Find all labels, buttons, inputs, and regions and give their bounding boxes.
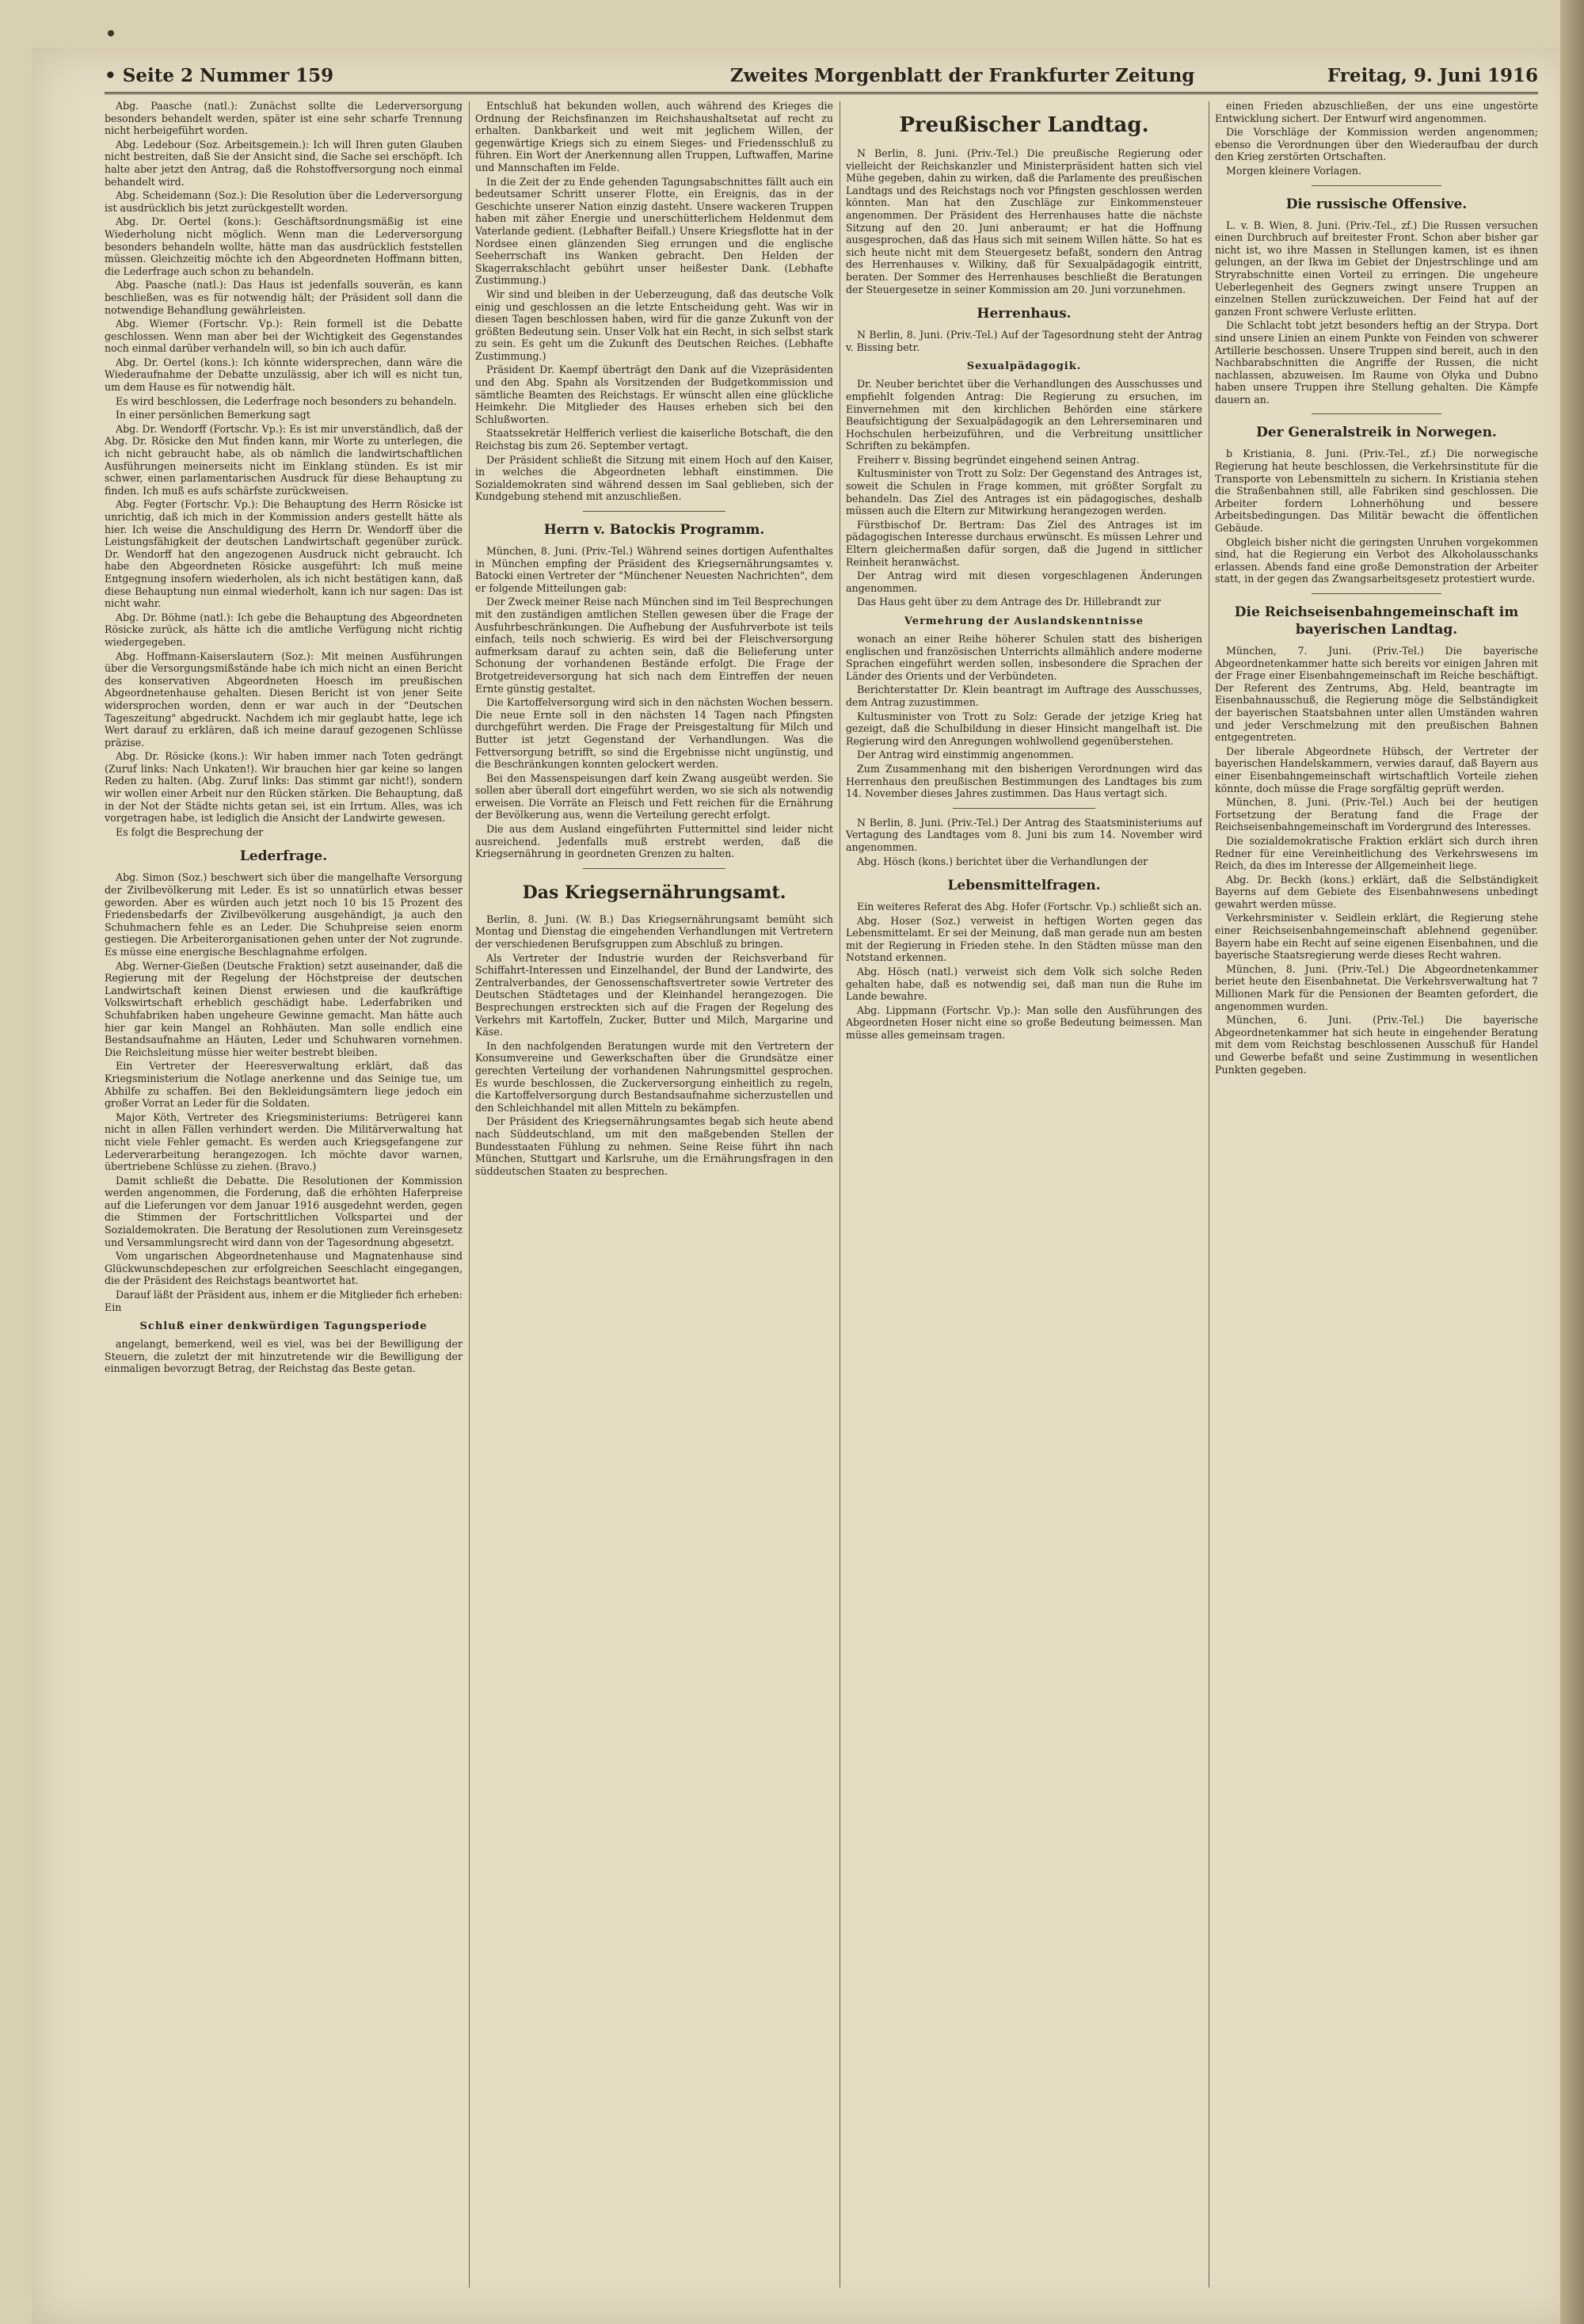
paragraph: Kultusminister von Trott zu Solz: Gerade der jetzige Krieg hat gezeigt, daß die Schulbildung in dieser Hinsicht mangelhaft ist. Die Regierung wird den Anregungen wohlwollend gegenüberstehen.: [846, 710, 1202, 747]
paragraph: Abg. Wiemer (Fortschr. Vp.): Rein formell ist die Debatte geschlossen. Wenn man aber bei der Wichtigkeit des Gegenstandes noch einmal darüber verhandeln will, so bin ich auch dafür.: [105, 318, 463, 355]
paragraph: In den nachfolgenden Beratungen wurde mit den Vertretern der Konsumvereine und Gewerkschaften über die Grundsätze einer gerechten Verteilung der vorhandenen Nahrungsmittel gesprochen. Es wurde beschlossen, die Zuckerversorgung einheitlich zu regeln, die Kartoffelversorgung durch Bestandsaufnahme sicherzustellen und den Schleichhandel mit allen Mitteln zu bekämpfen.: [475, 1039, 833, 1114]
paragraph: angelangt, bemerkend, weil es viel, was bei der Bewilligung der Steuern, die zuletzt der mit hinzutretende wir die Bewilligung der einmaligen bevorzugt Betrag, der Reichstag das Beste getan.: [105, 1338, 463, 1375]
masthead: [105, 60, 1538, 94]
separator-rule: [1312, 185, 1441, 186]
column-1: [105, 100, 463, 2286]
heading-preussischer-landtag: Preußischer Landtag.: [899, 113, 1149, 137]
pin-hole-mark: [108, 30, 114, 36]
paragraph: Kultusminister von Trott zu Solz: Der Gegenstand des Antrages ist, soweit die Schulen in Frage kommen, mit größter Sorgfalt zu behandeln. Das Ziel des Antrages ist ein pädagogisches, deshalb müssen auch die Eltern zur Mitwirkung herangezogen werden.: [846, 467, 1202, 517]
paragraph: Staatssekretär Helfferich verliest die kaiserliche Botschaft, die den Reichstag bis zum 26. September vertagt.: [475, 427, 833, 452]
sexualpaedagogik-text: [846, 378, 1202, 608]
paragraph: Zum Zusammenhang mit den bisherigen Verordnungen wird das Herrenhaus den preußischen Bestimmungen des Landtages bis zum 14. November dieses Jahres zustimmen. Das Haus vertagt sich.: [846, 762, 1202, 800]
paragraph: Die aus dem Ausland eingeführten Futtermittel sind leider nicht ausreichend. Jedenfalls muß erstrebt werden, daß die Kriegsernährung in geordneten Grenzen zu halten.: [475, 823, 833, 860]
paragraph: Abg. Dr. Wendorff (Fortschr. Vp.): Es ist mir unverständlich, daß der Abg. Dr. Rösicke den Mut finden kann, mir Worte zu unterlegen, die ich nicht gebraucht habe, als ob nämlich die landwirtschaftlichen Ausführungen meinerseits nicht im Einklang stünden. Es ist mir schwer, einen parlamentarischen Ausdruck für diese Behauptung zu finden. Ich muß es aufs schärfste zurückweisen.: [105, 422, 463, 497]
paragraph: München, 7. Juni. (Priv.-Tel.) Die bayerische Abgeordnetenkammer hatte sich bereits vor einigen Jahren mit der Frage einer Eisenbahngemeinschaft im Reiche beschäftigt. Der Referent des Zentrums, Abg. Held, beantragte im Eisenbahnausschuß, die Regierung möge die Selbständigkeit der bayerischen Staatsbahnen unter allen Umständen wahren und jeder Verschmelzung mit den preußischen Bahnen entgegentreten.: [1215, 645, 1538, 744]
paragraph: Major Köth, Vertreter des Kriegsministeriums: Betrügerei kann nicht in allen Fällen verhindert werden. Die Militärverwaltung hat nicht viele Fehler gemacht. Es werden auch Kriegsgefangene zur Lederverarbeitung herangezogen. Ich möchte davor warnen, übertriebene Schlüsse zu ziehen. (Bravo.): [105, 1111, 463, 1173]
paragraph: Der Antrag wird einstimmig angenommen.: [857, 749, 1074, 761]
heading-batocki: Herrn v. Batockis Programm.: [543, 522, 765, 538]
closing-text: [105, 1338, 463, 1375]
generalstreik-text: [1215, 448, 1538, 585]
paragraph: Abg. Dr. Oertel (kons.): Geschäftsordnungsmäßig ist eine Wiederholung nicht möglich. Wenn man die Lederversorgung besonders behandeln wollte, hätte man das ausdrücklich feststellen müssen. Gleichzeitig möchte ich den Abgeordneten Hoffmann bitten, die Lederfrage auch schon zu behandeln.: [105, 215, 463, 277]
paragraph: Abg. Dr. Beckh (kons.) erklärt, daß die Selbständigkeit Bayerns auf dem Gebiete des Eisenbahnwesens unbedingt gewahrt werden müsse.: [1215, 873, 1538, 910]
paragraph: Berlin, 8. Juni. (W. B.) Das Kriegsernährungsamt bemüht sich Montag und Dienstag die eingehenden Verhandlungen mit Vertretern der verschiedenen Berufsgruppen zum Abschluß zu bringen.: [475, 912, 833, 951]
issue-date: Freitag, 9. Juni 1916: [1327, 65, 1538, 86]
paragraph: Der Antrag wird mit diesen vorgeschlagenen Änderungen angenommen.: [846, 570, 1202, 594]
paragraph: München, 8. Juni. (Priv.-Tel.) Auch bei der heutigen Fortsetzung der Beratung fand die Frage der Reichseisenbahngemeinschaft im Vordergrund des Interesses.: [1215, 796, 1538, 833]
paragraph: Abg. Paasche (natl.): Das Haus ist jedenfalls souverän, es kann beschließen, was es für notwendig hält; der Präsident soll dann die notwendige Behandlung gewährleisten.: [105, 279, 463, 316]
separator-rule: [583, 868, 726, 869]
paragraph: N Berlin, 8. Juni. (Priv.-Tel.) Auf der Tagesordnung steht der Antrag v. Bissing betr.: [846, 329, 1202, 353]
continued-text: [1215, 100, 1538, 177]
paragraph: Als Vertreter der Industrie wurden der Reichsverband für Schiffahrt-Interessen und Einzelhandel, der Bund der Landwirte, des Zentralverbandes, der Genossenschaftsvertreter sowie Vertreter des Deutschen Städtetages und der Kleinhandel herangezogen. Die Besprechungen erstreckten sich auf die Fragen der Regelung des Verkehrs mit Kartoffeln, Zucker, Butter und Milch, Margarine und Käse.: [475, 951, 833, 1038]
paragraph: wonach an einer Reihe höherer Schulen statt des bisherigen englischen und französischen Unterrichts allmählich andere moderne Sprachen eingeführt werden sollen, insbesondere die Sprachen der Länder des Orients und der Verbündeten.: [846, 633, 1202, 682]
paragraph: Abg. Ledebour (Soz. Arbeitsgemein.): Ich will Ihren guten Glauben nicht bestreiten, daß Sie der Ansicht sind, die Sache sei erschöpft. Ich halte aber jetzt den Antrag, daß die Rohstoffversorgung noch einmal behandelt wird.: [105, 138, 463, 188]
column-3: [846, 100, 1202, 2286]
separator-rule: [583, 511, 726, 512]
paragraph: Die sozialdemokratische Fraktion erklärt sich durch ihren Redner für eine Vereinheitlichung des Verkehrswesens im Reich, da dies im Interesse der Allgemeinheit liege.: [1215, 834, 1538, 872]
paragraph: Berichterstatter Dr. Klein beantragt im Auftrage des Ausschusses, dem Antrag zuzustimmen.: [846, 684, 1202, 708]
paragraph: Verkehrsminister v. Seidlein erklärt, die Regierung stehe einer Reichseisenbahngemeinschaft ablehnend gegenüber. Bayern habe ein Recht auf seine eigenen Eisenbahnen, und die bayerische Staatsregierung werde dieses Recht wahren.: [1215, 912, 1538, 962]
paragraph: Wir sind und bleiben in der Ueberzeugung, daß das deutsche Volk einig und geschlossen an die letzte Entscheidung geht. Was wir in diesen Tagen beschlossen haben, wird für die ganze Zukunft von der größten Bedeutung sein. Unser Volk hat ein Recht, in sich selbst stark zu sein. Es geht um die Zukunft des Deutschen Reiches. (Lebhafte Zustimmung.): [475, 288, 833, 362]
paragraph: N Berlin, 8. Juni. (Priv.-Tel.) Der Antrag des Staatsministeriums auf Vertagung des Landtages vom 8. Juni bis zum 14. November wird angenommen.: [846, 816, 1202, 853]
paragraph: N Berlin, 8. Juni. (Priv.-Tel.) Die preußische Regierung oder vielleicht der Reichskanzler und Ministerpräsident hatten sich viel Mühe gegeben, dahin zu wirken, daß die Parlamente des preußischen Landtags und des Reichstags noch vor Pfingsten geschlossen werden könnten. Man hat den Zuschläge zur Einkommensteuer angenommen. Der Präsident des Herrenhauses hatte die nächste Sitzung auf den 20. Juni anberaumt; er hat die Hoffnung ausgesprochen, daß das Haus sich mit seinem Willen hätte. So hat es sich heute nicht mit dem Steuergesetz befaßt, sondern den Antrag des Herrenhauses v. Wilkiny, daß für Sexualpädagogik eintritt, beraten. Der Sommer des Herrenhauses beschließt die Beratungen der Steuergesetze in seiner Kommission am 20. Juni vorzunehmen.: [846, 147, 1202, 295]
paragraph: München, 6. Juni. (Priv.-Tel.) Die bayerische Abgeordnetenkammer hat sich heute in eingehender Beratung mit dem vom Reichstag beschlossenen Ausschuß für Handel und Gewerbe befaßt und seine Zustimmung in wesentlichen Punkten gegeben.: [1215, 1014, 1538, 1076]
paragraph: Bei den Massenspeisungen darf kein Zwang ausgeübt werden. Sie sollen aber überall dort eingeführt werden, wo sie sich als notwendig erweisen. Die Vorräte an Fleisch und Fett reichen für die Ernährung der Bevölkerung aus, wenn die Verteilung gerecht erfolgt.: [475, 771, 833, 821]
paragraph: Abg. Hoser (Soz.) verweist in heftigen Worten gegen das Lebensmittelamt. Er sei der Meinung, daß man gerade nun am besten mit der Regierung in Frieden stehe. In den Städten müsse man den Notstand erkennen.: [846, 914, 1202, 964]
paragraph: Die Vorschläge der Kommission werden angenommen; ebenso die Verordnungen über den Wiederaufbau der durch den Krieg zerstörten Ortschaften.: [1215, 126, 1538, 163]
paragraph: Abg. Fegter (Fortschr. Vp.): Die Behauptung des Herrn Rösicke ist unrichtig, daß ich mich in der Kommission anders gestellt hätte als hier. Ich weise die Anschuldigung des Herrn Dr. Wendorff über die Leistungsfähigkeit der deutschen Landwirtschaft gegenüber zurück. Dr. Wendorff hat den angezogenen Ausdruck nicht gebraucht. Ich habe den Abgeordneten Rösicke ausgeführt: Ich muß meine Entgegnung insofern wiederholen, als ich nicht bestätigen kann, daß diese Behauptung nun einmal wiederholt, kann ich nur sagen: Das ist nicht wahr.: [105, 498, 463, 610]
heading-tagungsperiode: Schluß einer denkwürdigen Tagungsperiode: [139, 1320, 428, 1333]
paragraph: einen Frieden abzuschließen, der uns eine ungestörte Entwicklung sichert. Der Entwurf wird angenommen.: [1215, 100, 1538, 124]
column-2: [475, 100, 833, 2286]
heading-lebensmittelfragen: Lebensmittelfragen.: [947, 878, 1101, 894]
paragraph: Präsident Dr. Kaempf überträgt den Dank auf die Vizepräsidenten und den Abg. Spahn als Vorsitzenden der Budgetkommission und sämtliche Beamten des Reichstags. Er wünscht allen eine glückliche Heimkehr. Die Mitglieder des Hauses erheben sich bei den Schlußworten.: [475, 364, 833, 425]
reichseisenbahn-text: [1215, 645, 1538, 1076]
paragraph: Obgleich bisher nicht die geringsten Unruhen vorgekommen sind, hat die Regierung ein Verbot des Alkoholausschanks erlassen. Abends fand eine große Demonstration der Arbeiter statt, in der gegen das Zwangsarbeitsgesetz protestiert wurde.: [1215, 535, 1538, 585]
paragraph: Abg. Werner-Gießen (Deutsche Fraktion) setzt auseinander, daß die Regierung mit der Regelung der Höchstpreise der deutschen Landwirtschaft keinen Dienst erwiesen und die kaufkräftige Volkswirtschaft erheblich geschädigt habe. Lederfabriken und Schuhfabriken haben ungeheure Gewinne gemacht. Man hätte auch hier gar kein Mangel an Rohhäuten. Man solle endlich eine Bestandsaufnahme an Häuten, Leder und Schuhwaren vornehmen. Die Reichsleitung müsse hier weiter bestrebt bleiben.: [105, 959, 463, 1058]
lederfrage-text: [105, 871, 463, 1313]
heading-sexualpaedagogik: Sexualpädagogik.: [966, 360, 1082, 373]
heading-herrenhaus: Herrenhaus.: [977, 306, 1072, 322]
paragraph: Abg. Hösch (natl.) verweist sich dem Volk sich solche Reden gehalten habe, daß es notwendig sei, daß man nun die Ruhe im Lande bewahre.: [846, 966, 1202, 1003]
paragraph: In einer persönlichen Bemerkung sagt: [116, 409, 310, 421]
paragraph: Dr. Neuber berichtet über die Verhandlungen des Ausschusses und empfiehlt folgenden Antrag: Die Regierung zu ersuchen, im Einvernehmen mit den kirchlichen Behörden eine stärkere Beaufsichtigung der Sexualpädagogik an den Lehrerseminaren und Hochschulen herbeizuführen, und die Verbreitung unsittlicher Schriften zu bekämpfen.: [846, 378, 1202, 452]
paragraph: Ein weiteres Referat des Abg. Hofer (Fortschr. Vp.) schließt sich an.: [857, 901, 1202, 913]
paragraph: Der Zweck meiner Reise nach München sind im Teil Besprechungen mit den zuständigen amtlichen Stellen gewesen über die Frage der Ausfuhrbeschränkungen. Die Aufhebung der Ausfuhrverbote ist teils einfach, teils noch schwierig. Es wird bei der Fleischversorgung aufmerksam darauf zu achten sein, daß die Belieferung unter Schonung der vorhandenen Bestände erfolgt. Die Frage der Brotgetreideversorgung hat sich nach dem Eintreffen der neuen Ernte günstig gestaltet.: [475, 596, 833, 695]
paragraph: Abg. Paasche (natl.): Zunächst sollte die Lederversorgung besonders behandelt werden, später ist eine sehr scharfe Trennung nicht herbeigeführt worden.: [105, 100, 463, 137]
paragraph: Abg. Lippmann (Fortschr. Vp.): Man solle den Ausführungen des Abgeordneten Hoser nicht eine so große Bedeutung beimessen. Man müsse alles gemeinsam tragen.: [846, 1004, 1202, 1042]
paragraph: Entschluß hat bekunden wollen, auch während des Krieges die Ordnung der Reichsfinanzen im Reichshaushaltsetat auf recht zu erhalten. Dankbarkeit und weit mit jeglichem Willen, der gegenwärtige Kriegs sich zu einem Sieges- und Friedensschluß zu führen. Ein Wort der Anerkennung allen Truppen, Luftwaffen, Marine und Mannschaften im Felde.: [475, 100, 833, 173]
separator-rule: [1312, 593, 1441, 594]
paragraph: Abg. Scheidemann (Soz.): Die Resolution über die Lederversorgung ist ausdrücklich bis jetzt zurückgestellt worden.: [105, 189, 463, 214]
heading-auslandskenntnisse: Vermehrung der Auslandskenntnisse: [904, 615, 1144, 627]
paragraph: Ein Vertreter der Heeresverwaltung erklärt, daß das Kriegsministerium die Notlage anerkenne und das Seinige tue, um Abhilfe zu schaffen. Bei den Bekleidungsämtern liege jedoch ein großer Vorrat an Leder für die Soldaten.: [105, 1060, 463, 1110]
paragraph: Abg. Simon (Soz.) beschwert sich über die mangelhafte Versorgung der Zivilbevölkerung mit Leder. Es ist so unnatürlich etwas besser geworden. Aber es würden auch jetzt noch 10 bis 15 Prozent des Friedensbedarfs der Zivilbevölkerung ausgehändigt, ja auch den Schuhmachern fehle es an Leder. Die Schuhpreise seien enorm gestiegen. Die Arbeiterorganisationen gehen unter der Not zugrunde. Es müsse eine energische Beschlagnahme erfolgen.: [105, 871, 463, 958]
heading-generalstreik: Der Generalstreik in Norwegen.: [1256, 425, 1497, 441]
vertagung-text: [846, 817, 1202, 867]
separator-rule: [953, 808, 1095, 809]
paragraph: München, 8. Juni. (Priv.-Tel.) Während seines dortigen Aufenthaltes in München empfing der Präsident des Kriegsernährungsamtes v. Batocki einen Vertreter der "Münchener Neuesten Nachrichten", dem er folgende Mitteilungen gab:: [475, 545, 833, 594]
column-4: [1215, 100, 1538, 2286]
page-edge: [1560, 0, 1584, 2324]
paragraph: In die Zeit der zu Ende gehenden Tagungsabschnittes fällt auch ein bedeutsamer Schritt unserer Flotte, ein Ereignis, das in der Geschichte unserer Nation einzig dasteht. Unsere wackeren Truppen haben mit zäher Energie und unerschütterlichem Heldenmut dem Vaterlande gedient. (Lebhafter Beifall.) Unsere Kriegsflotte hat in der Nordsee einen glänzenden Sieg errungen und die englische Seeherrschaft ins Wanken gebracht. Den Helden der Skagerrakschlacht gebührt unser heißester Dank. (Lebhafte Zustimmung.): [475, 175, 833, 287]
paragraph: b Kristiania, 8. Juni. (Priv.-Tel., zf.) Die norwegische Regierung hat heute beschlossen, die Verkehrsinstitute für die Transporte von Lebensmitteln zu sichern. In Kristiania stehen die Straßenbahnen still, alle Fabriken sind geschlossen. Die Arbeiter fordern Lohnerhöhung und bessere Arbeitsbedingungen. Das Militär bewacht die öffentlichen Gebäude.: [1215, 448, 1538, 535]
lebensmittelfragen-text: [846, 901, 1202, 1042]
russische-offensive-text: [1215, 219, 1538, 406]
kriegsernaehrungsamt-text: [475, 913, 833, 1177]
column-divider: [469, 101, 470, 2288]
heading-kriegsernaehrungsamt: Das Kriegsernährungsamt.: [522, 882, 786, 903]
paragraph: Damit schließt die Debatte. Die Resolutionen der Kommission werden angenommen, die Forderung, daß die erhöhten Haferpreise auf die Lieferungen vor dem Januar 1916 ausgedehnt werden, gegen die Stimmen der Fortschrittlichen Volkspartei und der Sozialdemokraten. Die Beratung der Resolutionen zum Vereinsgesetz und Versammlungsrecht wird dann von der Tagesordnung abgesetzt.: [105, 1174, 463, 1248]
reichstag-closing-text: [475, 100, 833, 503]
paragraph: Vom ungarischen Abgeordnetenhause und Magnatenhause sind Glückwunschdepeschen zur erfolgreichen Seeschlacht eingegangen, die der Präsident des Reichstags beantwortet hat.: [105, 1250, 463, 1287]
paragraph: Der Präsident schließt die Sitzung mit einem Hoch auf den Kaiser, in welches die Abgeordneten lebhaft einstimmen. Die Sozialdemokraten sind während dessen im Saal geblieben, sich der Kundgebung stehend mit anzuschließen.: [475, 453, 833, 503]
paragraph: Es wird beschlossen, die Lederfrage noch besonders zu behandeln.: [116, 394, 457, 407]
paragraph: Fürstbischof Dr. Bertram: Das Ziel des Antrages ist im pädagogischen Interesse durchaus erwünscht. Es müssen Lehrer und Eltern gleichermaßen dafür sorgen, daß die Jugend in sittlicher Reinheit heranwächst.: [846, 518, 1202, 568]
paragraph: München, 8. Juni. (Priv.-Tel.) Die Abgeordnetenkammer beriet heute den Eisenbahnetat. Die Verkehrsverwaltung hat 7 Millionen Mark für die Pensionen der Beamten gefordert, die angenommen wurden.: [1215, 962, 1538, 1012]
paragraph: Abg. Hoffmann-Kaiserslautern (Soz.): Mit meinen Ausführungen über die Versorgungsmißstände habe ich mich nicht an einen Bericht des konservativen Abgeordneten Hoesch im preußischen Abgeordnetenhause gehalten. Diesen Bericht ist von jener Seite widersprochen worden, denn er war auch in der "Deutschen Tageszeitung" abgedruckt. Nachdem ich mir geglaubt hatte, lege ich Wert darauf zu erklären, daß ich meine darauf gezogenen Schlüsse präzise.: [105, 650, 463, 749]
heading-russische-offensive: Die russische Offensive.: [1285, 196, 1468, 212]
paragraph: Darauf läßt der Präsident aus, inhem er die Mitglieder fich erheben: Ein: [105, 1289, 463, 1313]
paragraph: Die Schlacht tobt jetzt besonders heftig an der Strypa. Dort sind unsere Linien an einem Punkte von Feinden von schwerer Artillerie beschossen. Unsere Truppen sind bereit, auch in den Nachbarabschnitten die Angriffe der Russen, die nicht nachlassen, abzuweisen. Im Raume von Olyka und Dubno haben unsere Truppen ihre Stellung gehalten. Die Kämpfe dauern an.: [1215, 319, 1538, 406]
heading-reichseisenbahn: Die Reichseisenbahngemeinschaft im bayerischen Landtag.: [1234, 604, 1519, 638]
paragraph: Morgen kleinere Vorlagen.: [1226, 164, 1362, 177]
paragraph: Der Präsident des Kriegsernährungsamtes begab sich heute abend nach Süddeutschland, um mit den maßgebenden Stellen der Bundesstaaten Fühlung zu nehmen. Seine Reise führt ihn nach München, Stuttgart und Karlsruhe, um die Ernährungsfragen in den süddeutschen Staaten zu besprechen.: [475, 1115, 833, 1177]
paragraph: Die Kartoffelversorgung wird sich in den nächsten Wochen bessern. Die neue Ernte soll in den nächsten 14 Tagen nach Pfingsten durchgeführt werden. Die Frage der Preisgestaltung für Milch und Butter ist jetzt Gegenstand der Verhandlungen. Was die Fettversorgung betrifft, so sind die Ergebnisse nicht ungünstig, und die Beschränkungen konnten gelockert werden.: [475, 696, 833, 771]
paragraph: Der liberale Abgeordnete Hübsch, der Vertreter der bayerischen Handelskammern, verwies darauf, daß Bayern aus einer Eisenbahngemeinschaft wirtschaftlich Vorteile ziehen könnte, doch müsse die Frage sorgfältig geprüft werden.: [1215, 745, 1538, 794]
batocki-text: [475, 545, 833, 860]
heading-lederfrage: Lederfrage.: [239, 848, 328, 865]
newspaper-title: Zweites Morgenblatt der Frankfurter Zeitung: [730, 65, 1195, 86]
page-number: • Seite 2 Nummer 159: [105, 65, 334, 86]
paragraph: Abg. Dr. Oertel (kons.): Ich könnte widersprechen, dann wäre die Wiederaufnahme der Debatte unzulässig, aber ich will es nicht tun, um dem Hause es für notwendig hält.: [105, 356, 463, 394]
paragraph: Freiherr v. Bissing begründet eingehend seinen Antrag.: [857, 453, 1140, 466]
paragraph: Abg. Hösch (kons.) berichtet über die Verhandlungen der: [857, 855, 1148, 867]
paragraph: Es folgt die Besprechung der: [116, 825, 264, 838]
separator-rule: [1312, 413, 1441, 414]
herrenhaus-text: [846, 329, 1202, 353]
paragraph: Abg. Dr. Rösicke (kons.): Wir haben immer nach Toten gedrängt (Zuruf links: Nach Unkaten!). Wir brauchen hier gar keine so langen Reden zu halten. (Abg. Zuruf links: Das stimmt gar nicht!), sondern wir wollen einer Arbeit nur den Rücken stärken. Die Behauptung, daß in der Not der Städte nichts getan sei, ist ein Irrtum. Alles, was ich vorgetragen habe, ist lediglich die Ansicht der Landwirte gewesen.: [105, 750, 463, 825]
reichstag-debate-text: [105, 100, 463, 838]
landtag-text: [846, 147, 1202, 295]
paragraph: L. v. B. Wien, 8. Juni. (Priv.-Tel., zf.) Die Russen versuchen einen Durchbruch auf breitester Front. Schon aber bisher gar nicht ist, wo ihre Massen in Stellungen kamen, ist es ihnen gelungen, an der Ikwa im Gebiet der Dnjestrschlinge und am Stryrabschnitte einen Vorteil zu erringen. Die ungeheure Ueberlegenheit des Gegners zwingt unsere Truppen an einzelnen Stellen zurückzuweichen. Der Feind hat auf der ganzen Front schwere Verluste erlitten.: [1215, 219, 1538, 318]
paragraph: Das Haus geht über zu dem Antrage des Dr. Hillebrandt zur: [857, 596, 1161, 608]
auslandskenntnisse-text: [846, 633, 1202, 800]
paragraph: Abg. Dr. Böhme (natl.): Ich gebe die Behauptung des Abgeordneten Rösicke zurück, als hätte ich die amtliche Verfügung nicht richtig wiedergegeben.: [105, 611, 463, 648]
